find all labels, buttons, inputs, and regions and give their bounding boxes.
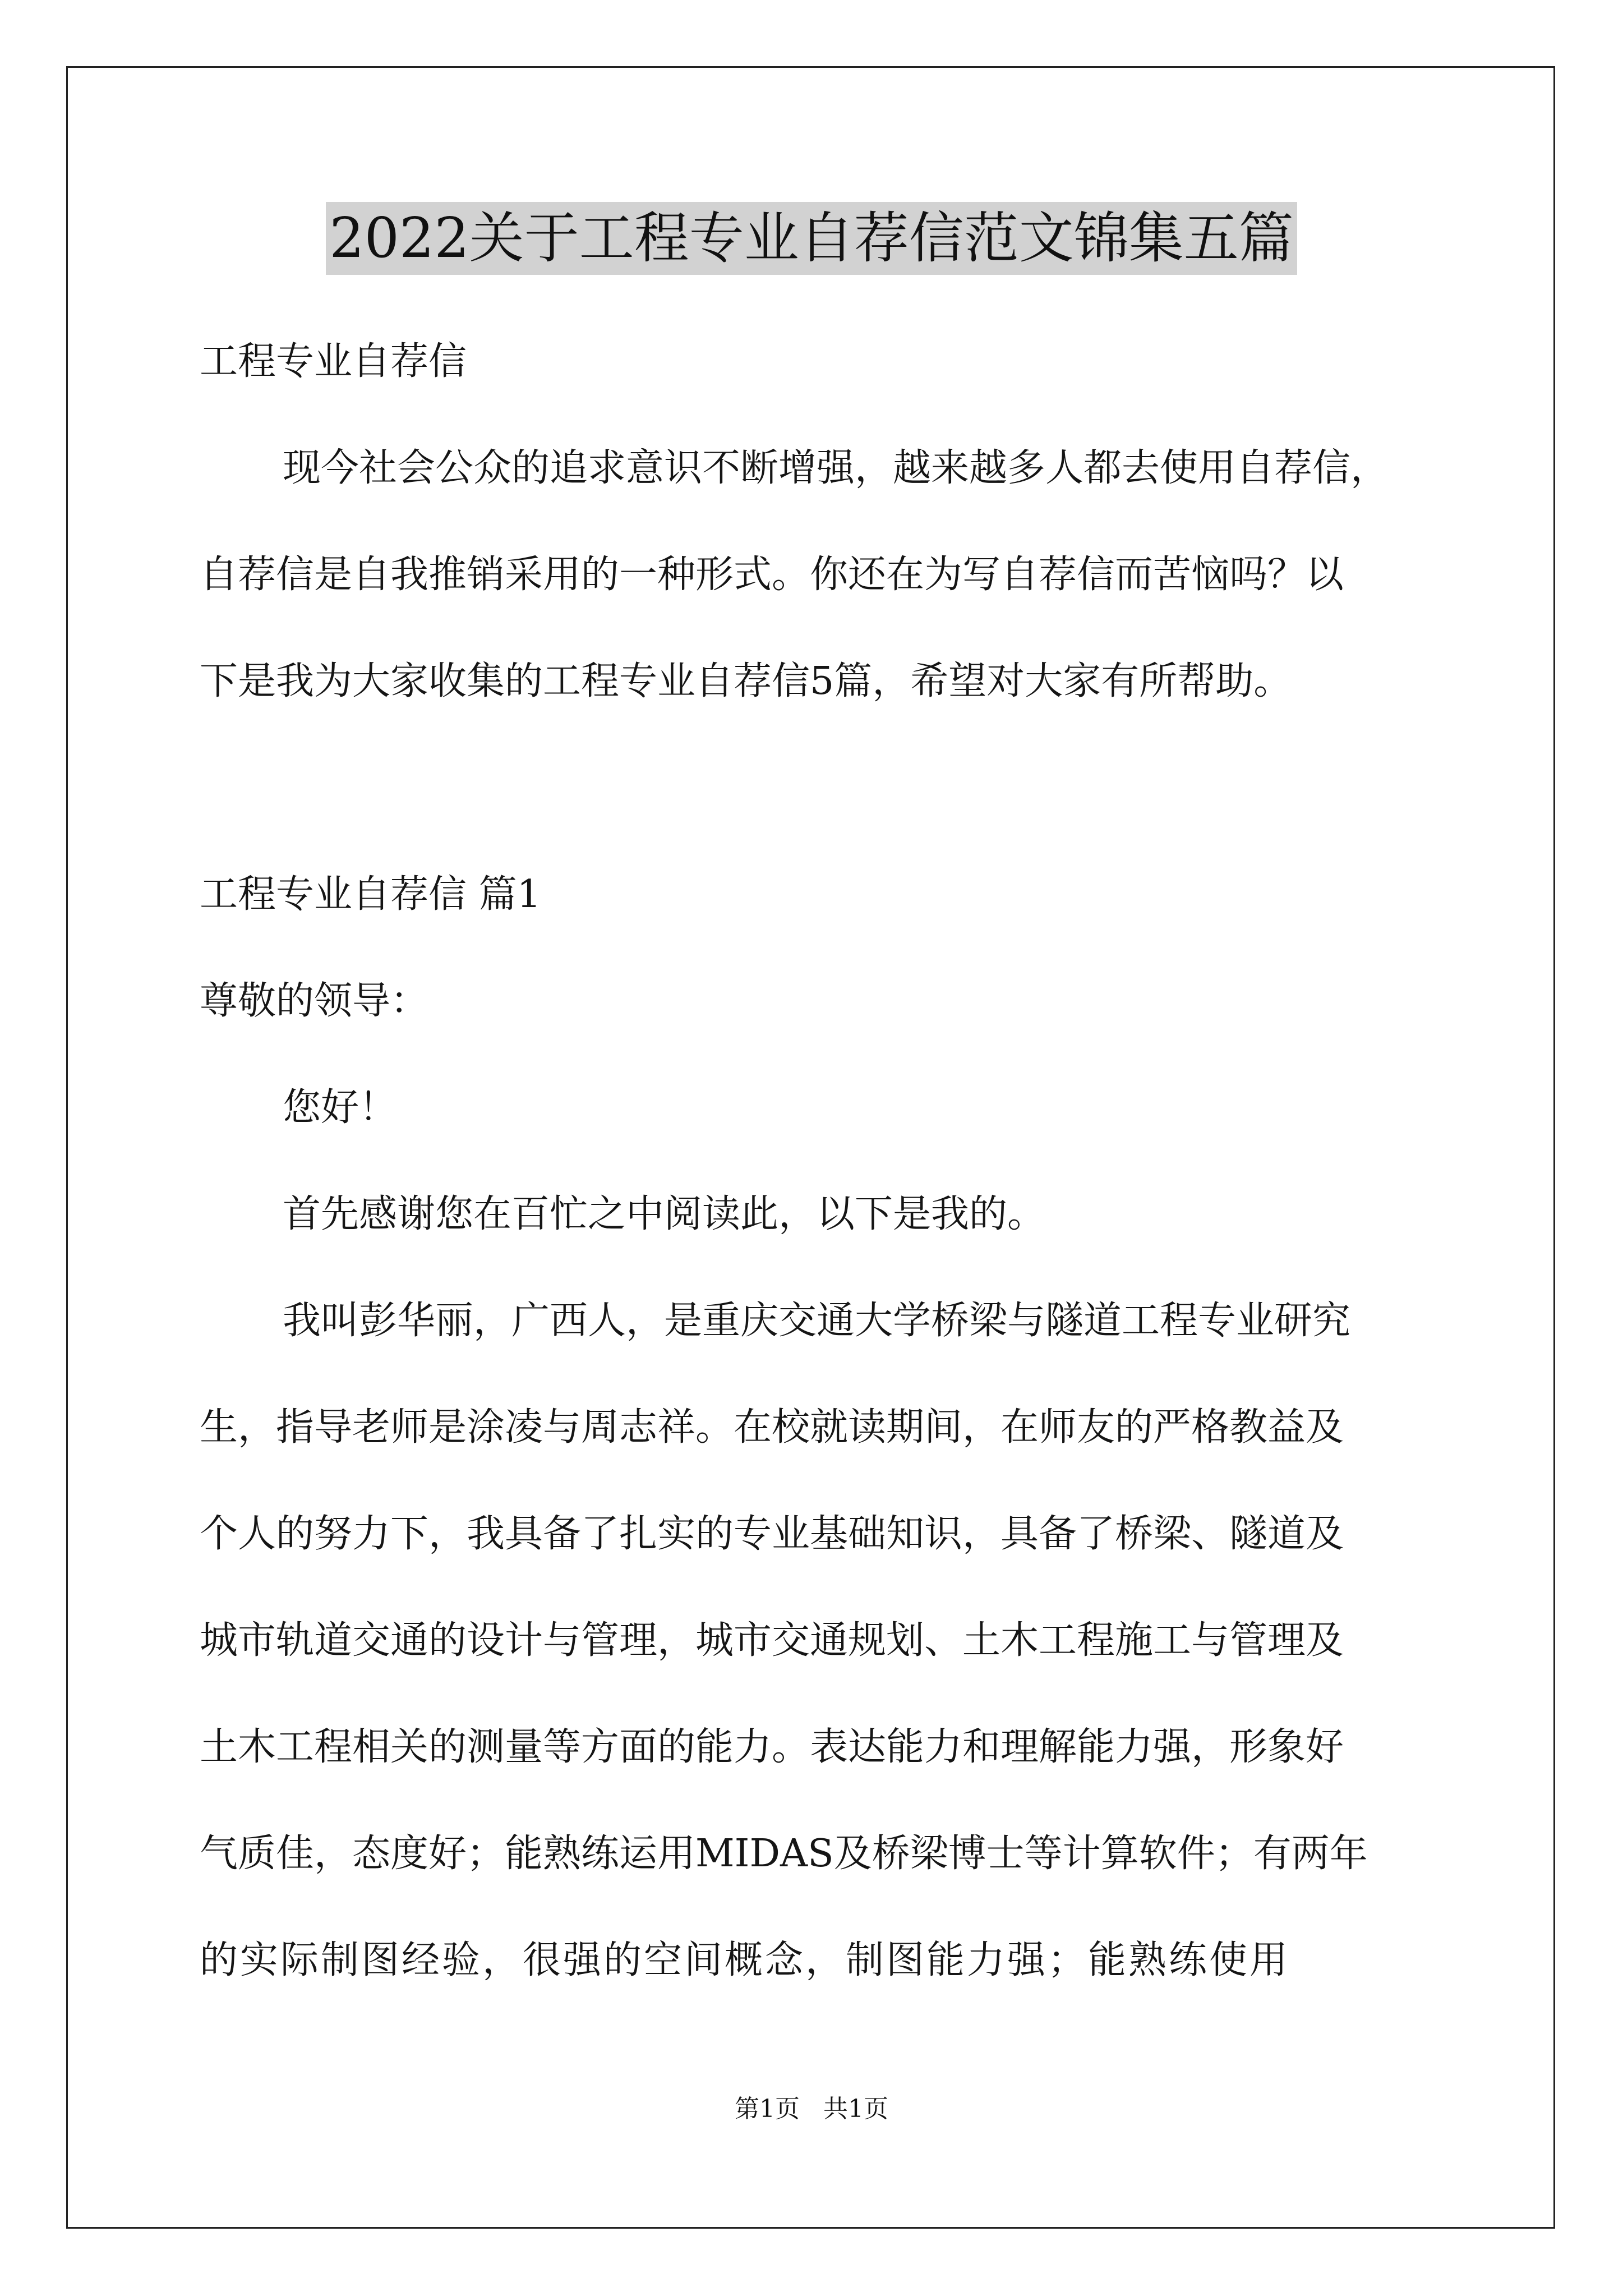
salutation: 尊敬的领导： [200, 979, 429, 1023]
paragraph-line: 现今社会公众的追求意识不断增强，越来越多人都去使用自荐信， [283, 446, 1389, 490]
page-footer: 第1页 共1页 [735, 2095, 888, 2123]
paragraph-line: 我叫彭华丽，广西人，是重庆交通大学桥梁与隧道工程专业研究 [283, 1299, 1351, 1343]
section-heading: 工程专业自荐信 篇1 [200, 872, 541, 917]
paragraph-line: 气质佳，态度好；能熟练运用MIDAS及桥梁博士等计算软件；有两年 [200, 1832, 1368, 1876]
greeting: 您好！ [283, 1085, 398, 1130]
document-title: 2022关于工程专业自荐信范文锦集五篇 [326, 202, 1297, 275]
paragraph-line: 自荐信是自我推销采用的一种形式。你还在为写自荐信而苦恼吗？以 [200, 553, 1344, 597]
paragraph-line: 的实际制图经验，很强的空间概念，制图能力强；能熟练使用 [200, 1938, 1290, 1982]
paragraph-line: 个人的努力下，我具备了扎实的专业基础知识，具备了桥梁、隧道及 [200, 1512, 1344, 1556]
paragraph-line: 生，指导老师是涂凌与周志祥。在校就读期间，在师友的严格教益及 [200, 1405, 1344, 1450]
title-container [0, 202, 1623, 275]
document-body [200, 309, 1433, 2014]
paragraph-line: 城市轨道交通的设计与管理，城市交通规划、土木工程施工与管理及 [200, 1618, 1344, 1663]
paragraph-line: 首先感谢您在百忙之中阅读此，以下是我的。 [283, 1192, 1046, 1236]
section-heading: 工程专业自荐信 [200, 339, 467, 384]
paragraph-line: 土木工程相关的测量等方面的能力。表达能力和理解能力强，形象好 [200, 1725, 1344, 1769]
paragraph-line: 下是我为大家收集的工程专业自荐信5篇，希望对大家有所帮助。 [200, 659, 1292, 703]
